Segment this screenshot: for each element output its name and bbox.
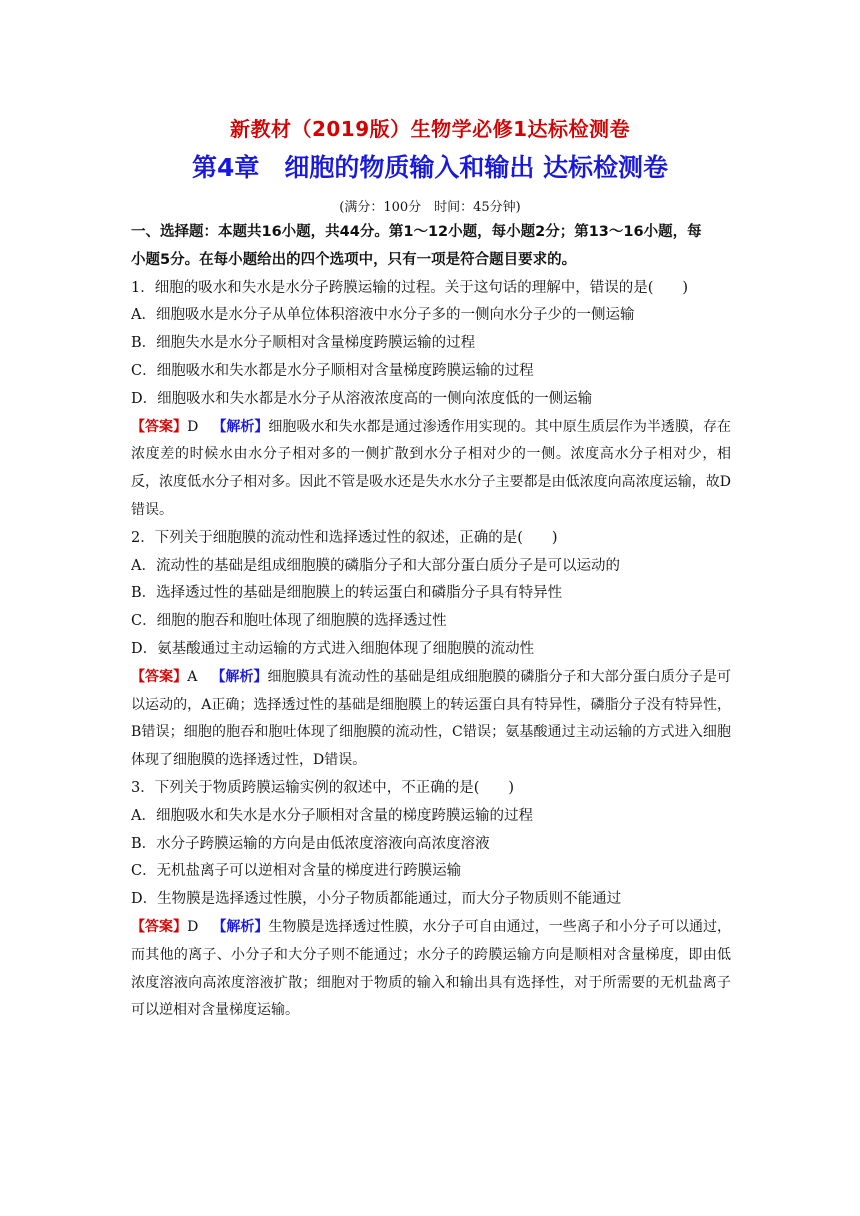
question-stem: 2．下列关于细胞膜的流动性和选择透过性的叙述，正确的是( ) <box>131 529 558 546</box>
question-2 <box>131 525 731 775</box>
option-c: C．无机盐离子可以逆相对含量的梯度进行跨膜运输 <box>131 863 462 880</box>
analysis-text: 生物膜是选择透过性膜，水分子可自由通过，一些离子和小分子可以通过，而其他的离子、小分子和大分子则不能通过；水分子的跨膜运输方向是顺相对含量梯度，即由低浓度溶液向高浓度溶液扩散；细胞对于物质的输入和输出具有选择性，对于所需要的无机盐离子可以逆相对含量梯度运输。 <box>131 918 732 1019</box>
answer-explanation <box>131 664 731 775</box>
option-b: B．水分子跨膜运输的方向是由低浓度溶液向高浓度溶液 <box>131 835 490 852</box>
answer-label: 【答案】 <box>131 418 188 435</box>
document-series-title: 新教材（2019版）生物学必修1达标检测卷 <box>229 117 631 141</box>
answer-label: 【答案】 <box>131 918 188 935</box>
analysis-text: 细胞膜具有流动性的基础是组成细胞膜的磷脂分子和大部分蛋白质分子是可以运动的，A正确；选择透过性的基础是细胞膜上的转运蛋白具有特异性，磷脂分子没有特异性，B错误；细胞的胞吞和胞吐体现了细胞膜的流动性，C错误；氨基酸通过主动运输的方式进入细胞体现了细胞膜的选择透过性，D错误。 <box>131 668 732 769</box>
analysis-label: 【解析】 <box>211 668 268 685</box>
option-a: A．细胞吸水和失水是水分子顺相对含量的梯度跨膜运输的过程 <box>131 807 533 824</box>
answer-explanation <box>131 914 731 1025</box>
analysis-text: 细胞吸水和失水都是通过渗透作用实现的。其中原生质层作为半透膜，存在浓度差的时候水由水分子相对多的一侧扩散到水分子相对少的一侧。浓度高水分子相对少，相反，浓度低水分子相对多。因此不管是吸水还是失水水分子主要都是由低浓度向高浓度运输，故D错误。 <box>131 418 732 518</box>
option-b: B．选择透过性的基础是细胞膜上的转运蛋白和磷脂分子具有特异性 <box>131 585 563 602</box>
option-a: A．流动性的基础是组成细胞膜的磷脂分子和大部分蛋白质分子是可以运动的 <box>131 557 620 574</box>
analysis-label: 【解析】 <box>212 418 269 435</box>
question-stem: 1．细胞的吸水和失水是水分子跨膜运输的过程。关于这句话的理解中，错误的是( ) <box>131 279 689 296</box>
option-c: C．细胞吸水和失水都是水分子顺相对含量梯度跨膜运输的过程 <box>131 362 534 379</box>
option-d: D．氨基酸通过主动运输的方式进入细胞体现了细胞膜的流动性 <box>131 640 535 657</box>
option-b: B．细胞失水是水分子顺相对含量梯度跨膜运输的过程 <box>131 335 476 352</box>
question-content <box>131 219 731 1025</box>
answer-explanation <box>131 414 731 525</box>
answer-label: 【答案】 <box>131 668 188 685</box>
section-heading-line-2: 小题5分。在每小题给出的四个选项中，只有一项是符合题目要求的。 <box>131 251 577 268</box>
option-d: D．细胞吸水和失水都是水分子从溶液浓度高的一侧向浓度低的一侧运输 <box>131 390 593 407</box>
answer-value: A <box>187 668 198 685</box>
option-a: A．细胞吸水是水分子从单位体积溶液中水分子多的一侧向水分子少的一侧运输 <box>131 307 635 324</box>
question-stem: 3．下列关于物质跨膜运输实例的叙述中，不正确的是( ) <box>131 779 515 796</box>
exam-meta: (满分：100分 时间：45分钟) <box>339 200 521 215</box>
chapter-title: 第4章 细胞的物质输入和输出 达标检测卷 <box>191 153 669 182</box>
answer-value: D <box>187 418 199 435</box>
option-d: D．生物膜是选择透过性膜，小分子物质都能通过，而大分子物质则不能通过 <box>131 891 622 908</box>
question-3 <box>131 775 731 1025</box>
section-heading-line-1: 一、选择题：本题共16小题，共44分。第1～12小题，每小题2分；第13～16小题，每 <box>131 224 702 240</box>
answer-value: D <box>187 918 199 935</box>
question-1 <box>131 275 731 525</box>
option-c: C．细胞的胞吞和胞吐体现了细胞膜的选择透过性 <box>131 613 447 630</box>
analysis-label: 【解析】 <box>212 918 269 935</box>
